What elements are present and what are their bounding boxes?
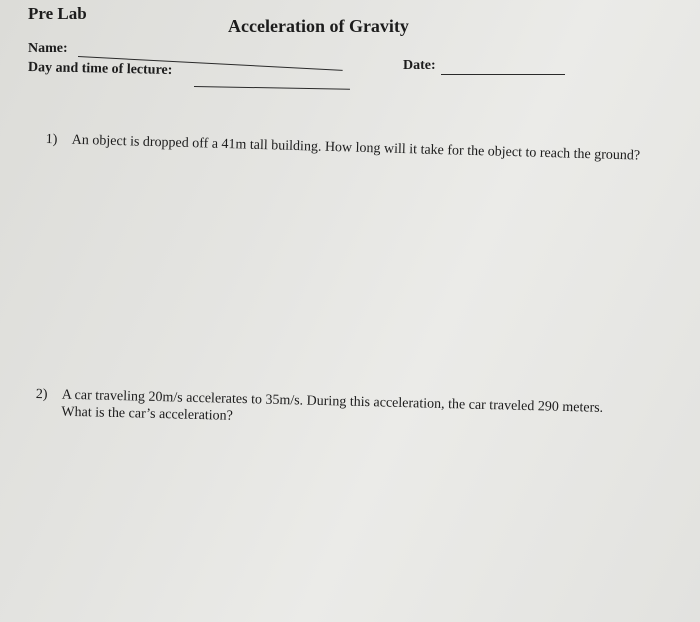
question-2-number: 2) xyxy=(35,386,48,403)
name-label: Name: xyxy=(28,41,68,56)
date-blank-line[interactable] xyxy=(441,74,565,75)
question-1 xyxy=(46,131,646,165)
lecture-time-blank-line[interactable] xyxy=(194,86,350,90)
pre-lab-heading: Pre Lab xyxy=(28,4,87,23)
page-title: Acceleration of Gravity xyxy=(228,16,409,36)
question-2-text: A car traveling 20m/s accelerates to 35m/s. During this acceleration, the car traveled 290 meters. What is the car’s acceleration? xyxy=(61,387,604,424)
question-2 xyxy=(35,386,636,435)
question-1-number: 1) xyxy=(45,131,58,148)
date-label: Date: xyxy=(403,58,436,73)
question-1-text: An object is dropped off a 41m tall building. How long will it take for the object to reach the ground? xyxy=(71,132,641,164)
lecture-time-label: Day and time of lecture: xyxy=(27,60,173,79)
